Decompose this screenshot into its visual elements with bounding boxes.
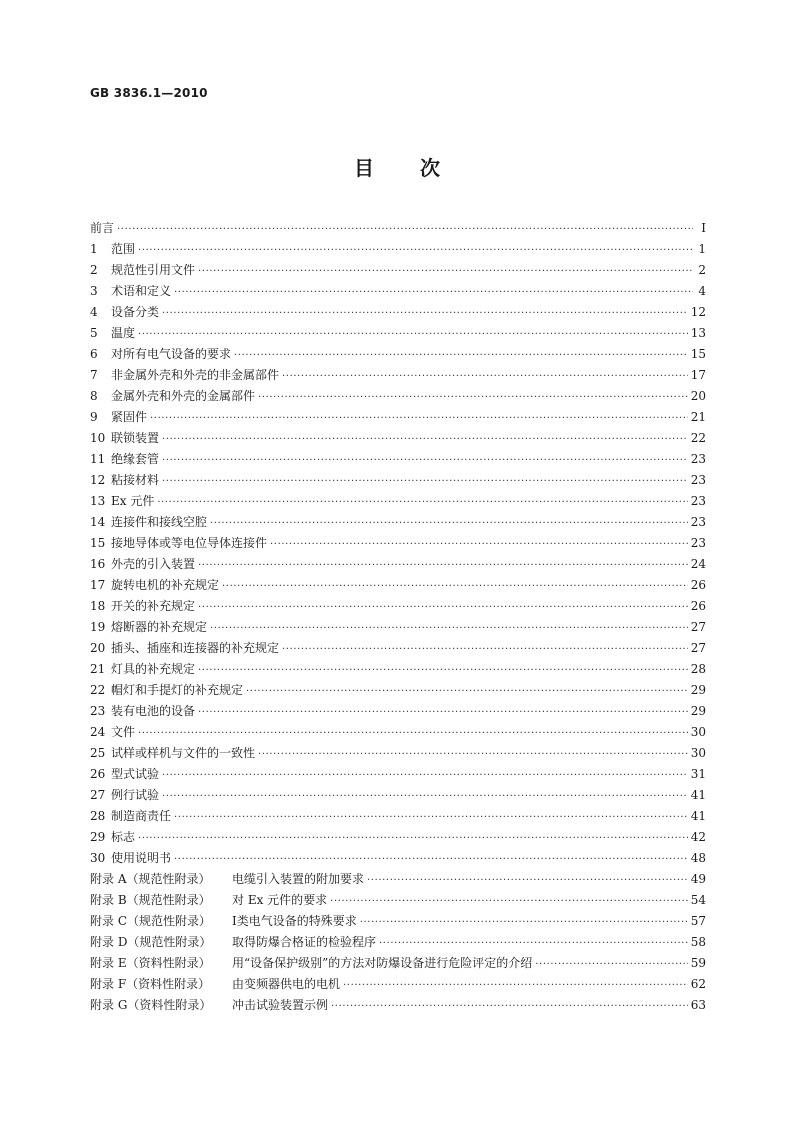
toc-clause-number: 9 <box>90 410 98 424</box>
toc-annex-label: 附录 B（规范性附录） <box>90 893 211 907</box>
toc-entry-title: 由变频器供电的电机 <box>232 977 341 991</box>
toc-annex-label: 附录 F（资料性附录） <box>90 977 211 991</box>
toc-page-number: 27 <box>690 620 706 634</box>
toc-clause-number: 15 <box>90 536 106 550</box>
toc-entry[interactable] <box>90 680 706 701</box>
toc-entry[interactable] <box>90 596 706 617</box>
toc-annex-label: 附录 D（规范性附录） <box>90 935 212 949</box>
toc-annex-label: 附录 A（规范性附录） <box>90 872 211 886</box>
dot-leader <box>246 681 688 702</box>
toc-page-number: 24 <box>690 557 706 571</box>
dot-leader <box>198 597 688 618</box>
dot-leader <box>270 534 688 555</box>
dot-leader <box>282 639 688 660</box>
standard-code-header: GB 3836.1—2010 <box>90 86 208 100</box>
toc-entry[interactable] <box>90 470 706 491</box>
toc-clause-number: 30 <box>90 851 106 865</box>
dot-leader <box>162 765 688 786</box>
toc-entry-title: 旋转电机的补充规定 <box>111 578 220 592</box>
toc-page-number: 54 <box>690 893 706 907</box>
toc-entry[interactable] <box>90 512 706 533</box>
toc-page-number: 12 <box>690 305 706 319</box>
toc-entry-title: 插头、插座和连接器的补充规定 <box>111 641 280 655</box>
toc-entry-title: 前言 <box>90 221 115 235</box>
toc-clause-number: 6 <box>90 347 98 361</box>
toc-page-number: 26 <box>690 578 706 592</box>
toc-clause-number: 20 <box>90 641 106 655</box>
dot-leader <box>198 702 688 723</box>
toc-page-number: 26 <box>690 599 706 613</box>
toc-entry-title: 粘接材料 <box>111 473 160 487</box>
toc-entry[interactable] <box>90 218 706 239</box>
toc-entry-title: 电缆引入装置的附加要求 <box>232 872 365 886</box>
dot-leader <box>282 366 688 387</box>
toc-entry-title: 范围 <box>111 242 136 256</box>
toc-entry[interactable] <box>90 575 706 596</box>
toc-page-number: 48 <box>690 851 706 865</box>
toc-page-number: 41 <box>690 788 706 802</box>
toc-entry[interactable] <box>90 428 706 449</box>
toc-entry[interactable] <box>90 722 706 743</box>
toc-clause-number: 27 <box>90 788 106 802</box>
toc-clause-number: 28 <box>90 809 106 823</box>
dot-leader <box>138 723 688 744</box>
toc-entry[interactable] <box>90 932 706 953</box>
dot-leader <box>162 786 688 807</box>
toc-entry-title: 对所有电气设备的要求 <box>111 347 232 361</box>
toc-entry[interactable] <box>90 869 706 890</box>
toc-entry[interactable] <box>90 323 706 344</box>
dot-leader <box>198 660 688 681</box>
dot-leader <box>258 387 688 408</box>
toc-page-number: 2 <box>698 263 706 277</box>
dot-leader <box>174 282 693 303</box>
toc-page-number: 27 <box>690 641 706 655</box>
dot-leader <box>138 828 688 849</box>
toc-clause-number: 21 <box>90 662 106 676</box>
toc-page-number: 49 <box>690 872 706 886</box>
toc-entry-title: 绝缘套管 <box>111 452 160 466</box>
toc-page-number: 29 <box>690 704 706 718</box>
toc-page-number: 58 <box>690 935 706 949</box>
toc-entry-title: 冲击试验装置示例 <box>232 998 329 1012</box>
toc-entry-title: 规范性引用文件 <box>111 263 196 277</box>
page-title <box>0 152 794 181</box>
dot-leader <box>258 744 688 765</box>
toc-page-number: 23 <box>690 494 706 508</box>
toc-entry[interactable] <box>90 890 706 911</box>
toc-page-number: 59 <box>690 956 706 970</box>
toc-entry[interactable] <box>90 533 706 554</box>
toc-clause-number: 23 <box>90 704 106 718</box>
toc-page-number: 41 <box>690 809 706 823</box>
toc-page-number: 23 <box>690 473 706 487</box>
toc-entry-title: Ⅰ类电气设备的特殊要求 <box>232 914 357 928</box>
toc-annex-label: 附录 C（规范性附录） <box>90 914 211 928</box>
toc-entry-title: 例行试验 <box>111 788 160 802</box>
toc-entry[interactable] <box>90 974 706 995</box>
toc-clause-number: 22 <box>90 683 106 697</box>
toc-page-number: 17 <box>690 368 706 382</box>
toc-entry-title: 连接件和接线空腔 <box>111 515 208 529</box>
toc-page-number: 63 <box>690 998 706 1012</box>
toc-page-number: 23 <box>690 452 706 466</box>
toc-clause-number: 14 <box>90 515 106 529</box>
toc-page-number: 4 <box>698 284 706 298</box>
toc-entry-title: 联锁装置 <box>111 431 160 445</box>
toc-clause-number: 19 <box>90 620 106 634</box>
toc-page-number: 22 <box>690 431 706 445</box>
dot-leader <box>138 324 688 345</box>
toc-page-number: 15 <box>690 347 706 361</box>
dot-leader <box>198 261 693 282</box>
dot-leader <box>360 912 688 933</box>
toc-entry[interactable] <box>90 743 706 764</box>
toc-entry-title: 使用说明书 <box>111 851 172 865</box>
toc-entry-title: 文件 <box>111 725 136 739</box>
toc-clause-number: 10 <box>90 431 106 445</box>
toc-clause-number: 5 <box>90 326 98 340</box>
toc-entry-title: 接地导体或等电位导体连接件 <box>111 536 268 550</box>
toc-entry[interactable] <box>90 386 706 407</box>
dot-leader <box>234 345 688 366</box>
toc-annex-label: 附录 G（资料性附录） <box>90 998 212 1012</box>
toc-clause-number: 29 <box>90 830 106 844</box>
toc-clause-number: 8 <box>90 389 98 403</box>
dot-leader <box>198 555 688 576</box>
title-char-left: 目 <box>354 156 374 180</box>
toc-annex-label: 附录 E（资料性附录） <box>90 956 211 970</box>
toc-entry[interactable] <box>90 848 706 869</box>
toc-clause-number: 3 <box>90 284 98 298</box>
toc-entry[interactable] <box>90 260 706 281</box>
dot-leader <box>162 450 688 471</box>
toc-entry-title: 术语和定义 <box>111 284 172 298</box>
toc-page-number: 23 <box>690 536 706 550</box>
toc-clause-number: 1 <box>90 242 98 256</box>
toc-page-number: 21 <box>690 410 706 424</box>
dot-leader <box>150 408 688 429</box>
toc-entry-title: 制造商责任 <box>111 809 172 823</box>
toc-clause-number: 26 <box>90 767 106 781</box>
dot-leader <box>210 513 688 534</box>
toc-page-number: 23 <box>690 515 706 529</box>
dot-leader <box>174 807 688 828</box>
toc-entry[interactable] <box>90 764 706 785</box>
toc-entry-title: 非金属外壳和外壳的非金属部件 <box>111 368 280 382</box>
table-of-contents <box>90 218 706 1016</box>
dot-leader <box>379 933 688 954</box>
toc-entry[interactable] <box>90 344 706 365</box>
toc-entry[interactable] <box>90 302 706 323</box>
toc-page-number: 13 <box>690 326 706 340</box>
toc-entry[interactable] <box>90 701 706 722</box>
dot-leader <box>535 954 687 975</box>
toc-entry[interactable] <box>90 911 706 932</box>
toc-entry-title: 用“设备保护级别”的方法对防爆设备进行危险评定的介绍 <box>232 956 533 970</box>
dot-leader <box>343 975 688 996</box>
dot-leader <box>162 303 688 324</box>
toc-entry[interactable] <box>90 827 706 848</box>
toc-entry[interactable] <box>90 407 706 428</box>
dot-leader <box>222 576 688 597</box>
toc-entry[interactable] <box>90 995 706 1016</box>
toc-entry[interactable] <box>90 953 706 974</box>
toc-entry-title: 熔断器的补充规定 <box>111 620 208 634</box>
toc-page-number: 28 <box>690 662 706 676</box>
toc-entry[interactable] <box>90 281 706 302</box>
toc-entry-title: 紧固件 <box>111 410 148 424</box>
toc-clause-number: 16 <box>90 557 106 571</box>
toc-entry-title: 标志 <box>111 830 136 844</box>
toc-entry-title: 取得防爆合格证的检验程序 <box>232 935 377 949</box>
toc-entry[interactable] <box>90 449 706 470</box>
toc-entry-title: 外壳的引入装置 <box>111 557 196 571</box>
toc-entry-title: 对 Ex 元件的要求 <box>232 893 328 907</box>
toc-page-number: 57 <box>690 914 706 928</box>
toc-entry[interactable] <box>90 554 706 575</box>
toc-clause-number: 13 <box>90 494 106 508</box>
toc-entry[interactable] <box>90 659 706 680</box>
toc-clause-number: 18 <box>90 599 106 613</box>
dot-leader <box>330 891 688 912</box>
toc-entry-title: 开关的补充规定 <box>111 599 196 613</box>
toc-entry-title: 灯具的补充规定 <box>111 662 196 676</box>
toc-page-number: 62 <box>690 977 706 991</box>
dot-leader <box>367 870 688 891</box>
toc-entry[interactable] <box>90 365 706 386</box>
toc-page-number: 29 <box>690 683 706 697</box>
dot-leader <box>210 618 688 639</box>
toc-page-number: 30 <box>690 746 706 760</box>
toc-entry[interactable] <box>90 239 706 260</box>
dot-leader <box>157 492 687 513</box>
dot-leader <box>138 240 693 261</box>
toc-entry[interactable] <box>90 638 706 659</box>
toc-page-number: 30 <box>690 725 706 739</box>
toc-clause-number: 25 <box>90 746 106 760</box>
dot-leader <box>174 849 688 870</box>
toc-clause-number: 4 <box>90 305 98 319</box>
toc-entry-title: 设备分类 <box>111 305 160 319</box>
toc-entry-title: 温度 <box>111 326 136 340</box>
dot-leader <box>117 219 693 240</box>
toc-entry-title: 装有电池的设备 <box>111 704 196 718</box>
toc-entry-title: Ex 元件 <box>111 494 155 508</box>
toc-page-number: 1 <box>698 242 706 256</box>
dot-leader <box>162 429 688 450</box>
title-char-right: 次 <box>420 156 440 180</box>
toc-entry-title: 帽灯和手提灯的补充规定 <box>111 683 244 697</box>
toc-page-number: 20 <box>690 389 706 403</box>
toc-entry-title: 试样或样机与文件的一致性 <box>111 746 256 760</box>
toc-clause-number: 7 <box>90 368 98 382</box>
toc-entry[interactable] <box>90 617 706 638</box>
toc-clause-number: 2 <box>90 263 98 277</box>
toc-clause-number: 17 <box>90 578 106 592</box>
toc-page-number: 42 <box>690 830 706 844</box>
toc-clause-number: 11 <box>90 452 106 466</box>
toc-page-number: 31 <box>690 767 706 781</box>
toc-entry[interactable] <box>90 491 706 512</box>
toc-entry[interactable] <box>90 806 706 827</box>
dot-leader <box>162 471 688 492</box>
toc-entry[interactable] <box>90 785 706 806</box>
toc-clause-number: 12 <box>90 473 106 487</box>
dot-leader <box>331 996 688 1017</box>
toc-entry-title: 金属外壳和外壳的金属部件 <box>111 389 256 403</box>
toc-page-number: Ⅰ <box>701 221 706 235</box>
toc-clause-number: 24 <box>90 725 106 739</box>
toc-entry-title: 型式试验 <box>111 767 160 781</box>
